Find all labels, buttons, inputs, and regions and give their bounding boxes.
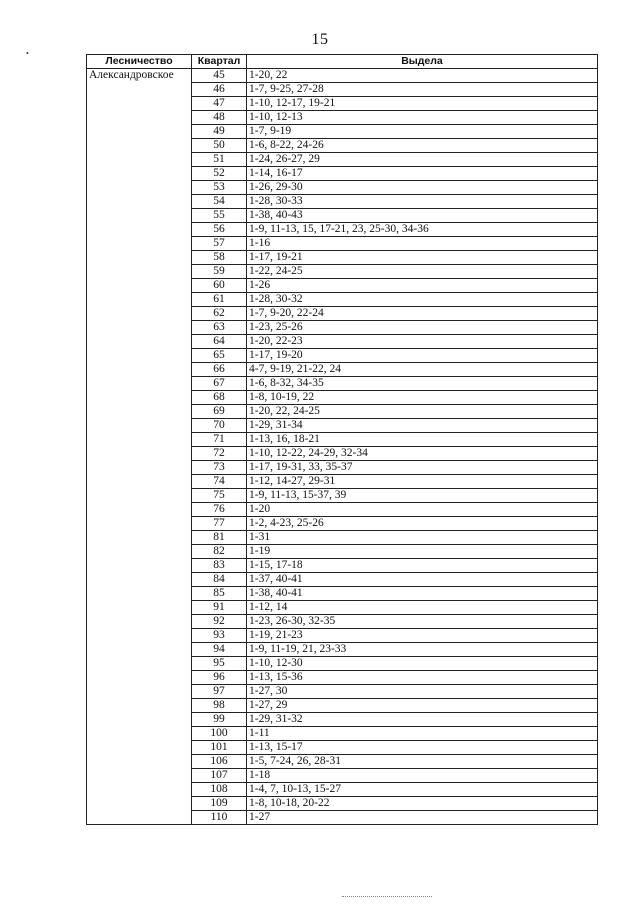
allotments-cell: 1-8, 10-18, 20-22 [247,797,598,811]
allotments-cell: 1-7, 9-20, 22-24 [247,307,598,321]
header-allotments: Выдела [247,55,598,69]
allotments-cell: 1-12, 14 [247,601,598,615]
quarter-cell: 66 [192,363,247,377]
quarter-cell: 67 [192,377,247,391]
allotments-cell: 1-10, 12-22, 24-29, 32-34 [247,447,598,461]
quarter-cell: 53 [192,181,247,195]
header-forestry: Лесничество [87,55,192,69]
allotments-cell: 1-37, 40-41 [247,573,598,587]
quarter-cell: 61 [192,293,247,307]
allotments-cell: 1-9, 11-13, 15-37, 39 [247,489,598,503]
allotments-cell: 1-26, 29-30 [247,181,598,195]
quarter-cell: 65 [192,349,247,363]
allotments-cell: 1-29, 31-32 [247,713,598,727]
quarter-cell: 107 [192,769,247,783]
quarter-cell: 62 [192,307,247,321]
quarter-cell: 81 [192,531,247,545]
quarter-cell: 108 [192,783,247,797]
allotments-cell: 1-7, 9-25, 27-28 [247,83,598,97]
quarter-cell: 91 [192,601,247,615]
scan-speck: • [26,49,29,58]
quarter-cell: 69 [192,405,247,419]
allotments-cell: 1-28, 30-33 [247,195,598,209]
allotments-cell: 1-20, 22 [247,69,598,83]
quarter-cell: 51 [192,153,247,167]
allotments-cell: 1-11 [247,727,598,741]
quarter-cell: 55 [192,209,247,223]
allotments-cell: 1-13, 15-36 [247,671,598,685]
quarter-cell: 71 [192,433,247,447]
quarter-cell: 101 [192,741,247,755]
allotments-cell: 1-4, 7, 10-13, 15-27 [247,783,598,797]
allotments-cell: 1-10, 12-30 [247,657,598,671]
allotments-cell: 1-23, 26-30, 32-35 [247,615,598,629]
quarter-cell: 58 [192,251,247,265]
header-quarter: Квартал [192,55,247,69]
quarter-cell: 98 [192,699,247,713]
allotments-cell: 1-28, 30-32 [247,293,598,307]
allotments-cell: 1-23, 25-26 [247,321,598,335]
allotments-cell: 1-38, 40-41 [247,587,598,601]
quarter-cell: 56 [192,223,247,237]
scan-artifact-line [342,896,432,899]
allotments-cell: 1-13, 16, 18-21 [247,433,598,447]
allotments-cell: 1-9, 11-19, 21, 23-33 [247,643,598,657]
allotments-cell: 1-12, 14-27, 29-31 [247,475,598,489]
quarter-cell: 95 [192,657,247,671]
quarter-cell: 68 [192,391,247,405]
allotments-cell: 1-6, 8-22, 24-26 [247,139,598,153]
allotments-cell: 1-16 [247,237,598,251]
allotments-cell: 1-8, 10-19, 22 [247,391,598,405]
quarter-cell: 93 [192,629,247,643]
allotments-cell: 1-18 [247,769,598,783]
allotments-cell: 1-38, 40-43 [247,209,598,223]
quarter-cell: 64 [192,335,247,349]
allotments-cell: 1-2, 4-23, 25-26 [247,517,598,531]
quarter-cell: 73 [192,461,247,475]
allotments-cell: 1-19, 21-23 [247,629,598,643]
quarter-cell: 45 [192,69,247,83]
forestry-allotments-table [86,54,598,825]
allotments-cell: 1-13, 15-17 [247,741,598,755]
quarter-cell: 85 [192,587,247,601]
allotments-cell: 1-10, 12-17, 19-21 [247,97,598,111]
quarter-cell: 75 [192,489,247,503]
allotments-cell: 1-14, 16-17 [247,167,598,181]
quarter-cell: 94 [192,643,247,657]
quarter-cell: 83 [192,559,247,573]
allotments-cell: 1-22, 24-25 [247,265,598,279]
allotments-cell: 1-27, 29 [247,699,598,713]
allotments-cell: 1-15, 17-18 [247,559,598,573]
allotments-cell: 1-10, 12-13 [247,111,598,125]
allotments-cell: 1-20, 22, 24-25 [247,405,598,419]
quarter-cell: 92 [192,615,247,629]
quarter-cell: 96 [192,671,247,685]
quarter-cell: 74 [192,475,247,489]
allotments-cell: 1-24, 26-27, 29 [247,153,598,167]
quarter-cell: 50 [192,139,247,153]
quarter-cell: 54 [192,195,247,209]
allotments-cell: 1-9, 11-13, 15, 17-21, 23, 25-30, 34-36 [247,223,598,237]
quarter-cell: 76 [192,503,247,517]
allotments-cell: 1-20, 22-23 [247,335,598,349]
table-header-row [87,55,598,69]
quarter-cell: 106 [192,755,247,769]
quarter-cell: 100 [192,727,247,741]
quarter-cell: 52 [192,167,247,181]
quarter-cell: 99 [192,713,247,727]
quarter-cell: 72 [192,447,247,461]
quarter-cell: 47 [192,97,247,111]
allotments-cell: 4-7, 9-19, 21-22, 24 [247,363,598,377]
allotments-cell: 1-29, 31-34 [247,419,598,433]
allotments-cell: 1-26 [247,279,598,293]
allotments-cell: 1-19 [247,545,598,559]
allotments-cell: 1-7, 9-19 [247,125,598,139]
quarter-cell: 110 [192,811,247,825]
quarter-cell: 57 [192,237,247,251]
quarter-cell: 109 [192,797,247,811]
allotments-cell: 1-6, 8-32, 34-35 [247,377,598,391]
quarter-cell: 59 [192,265,247,279]
quarter-cell: 97 [192,685,247,699]
allotments-cell: 1-17, 19-21 [247,251,598,265]
quarter-cell: 60 [192,279,247,293]
quarter-cell: 84 [192,573,247,587]
allotments-cell: 1-5, 7-24, 26, 28-31 [247,755,598,769]
allotments-cell: 1-17, 19-31, 33, 35-37 [247,461,598,475]
page-number: 15 [311,31,329,48]
allotments-cell: 1-27 [247,811,598,825]
table-body [87,69,598,825]
allotments-cell: 1-27, 30 [247,685,598,699]
quarter-cell: 63 [192,321,247,335]
quarter-cell: 46 [192,83,247,97]
quarter-cell: 48 [192,111,247,125]
quarter-cell: 70 [192,419,247,433]
forestry-name-cell: Александровское [87,69,192,825]
allotments-cell: 1-17, 19-20 [247,349,598,363]
table-row [87,69,598,83]
quarter-cell: 77 [192,517,247,531]
allotments-cell: 1-20 [247,503,598,517]
quarter-cell: 49 [192,125,247,139]
quarter-cell: 82 [192,545,247,559]
allotments-cell: 1-31 [247,531,598,545]
